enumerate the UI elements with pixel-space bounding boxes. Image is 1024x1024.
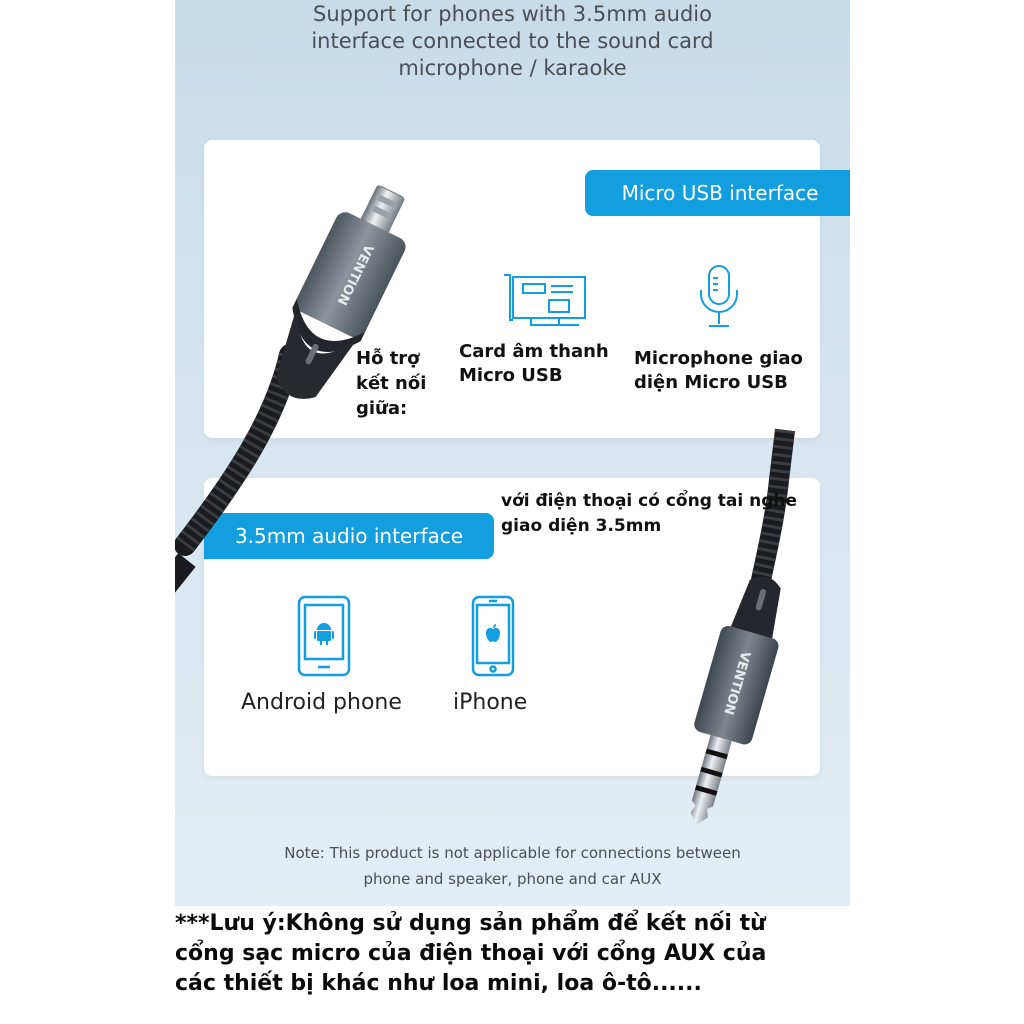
note-line-1: Note: This product is not applicable for connections between: [284, 844, 741, 862]
support-label-line: Hỗ trợ: [356, 348, 420, 369]
product-image-panel: [175, 0, 850, 906]
brand-text-top: VENTION: [333, 241, 376, 308]
iphone-label: iPhone: [453, 690, 528, 715]
note-line-2: phone and speaker, phone and car AUX: [363, 870, 662, 888]
microphone-label-line: diện Micro USB: [634, 372, 788, 393]
product-note: [175, 840, 850, 892]
header-line-1: Support for phones with 3.5mm audio: [313, 2, 712, 26]
support-label-line: giữa:: [356, 398, 408, 419]
cable-illustration: [175, 0, 850, 906]
warning-line-1: ***Lưu ý:Không sử dụng sản phẩm để kết nối từ: [175, 911, 766, 936]
phone-port-text-line: với điện thoại có cổng tai nghe: [501, 491, 798, 511]
phone-port-text-line: giao diện 3.5mm: [501, 516, 662, 536]
brand-text-bottom: VENTION: [720, 649, 753, 717]
warning-line-2: cổng sạc micro của điện thoại với cổng AUX của: [175, 941, 767, 966]
sound-card-label-line: Micro USB: [459, 365, 563, 386]
sound-card-label-line: Card âm thanh: [459, 341, 609, 362]
warning-line-3: các thiết bị khác như loa mini, loa ô-tô......: [175, 971, 702, 996]
header-line-2: interface connected to the sound card: [311, 29, 714, 53]
micro-usb-tag: Micro USB interface: [585, 170, 850, 216]
audio-interface-tag: 3.5mm audio interface: [204, 513, 494, 559]
support-label-line: kết nối: [356, 373, 427, 394]
header-line-3: microphone / karaoke: [398, 56, 627, 80]
android-phone-label: Android phone: [241, 690, 402, 715]
microphone-label-line: Microphone giao: [634, 348, 803, 369]
phone-port-text: [501, 489, 797, 539]
warning-text: [175, 906, 1024, 999]
